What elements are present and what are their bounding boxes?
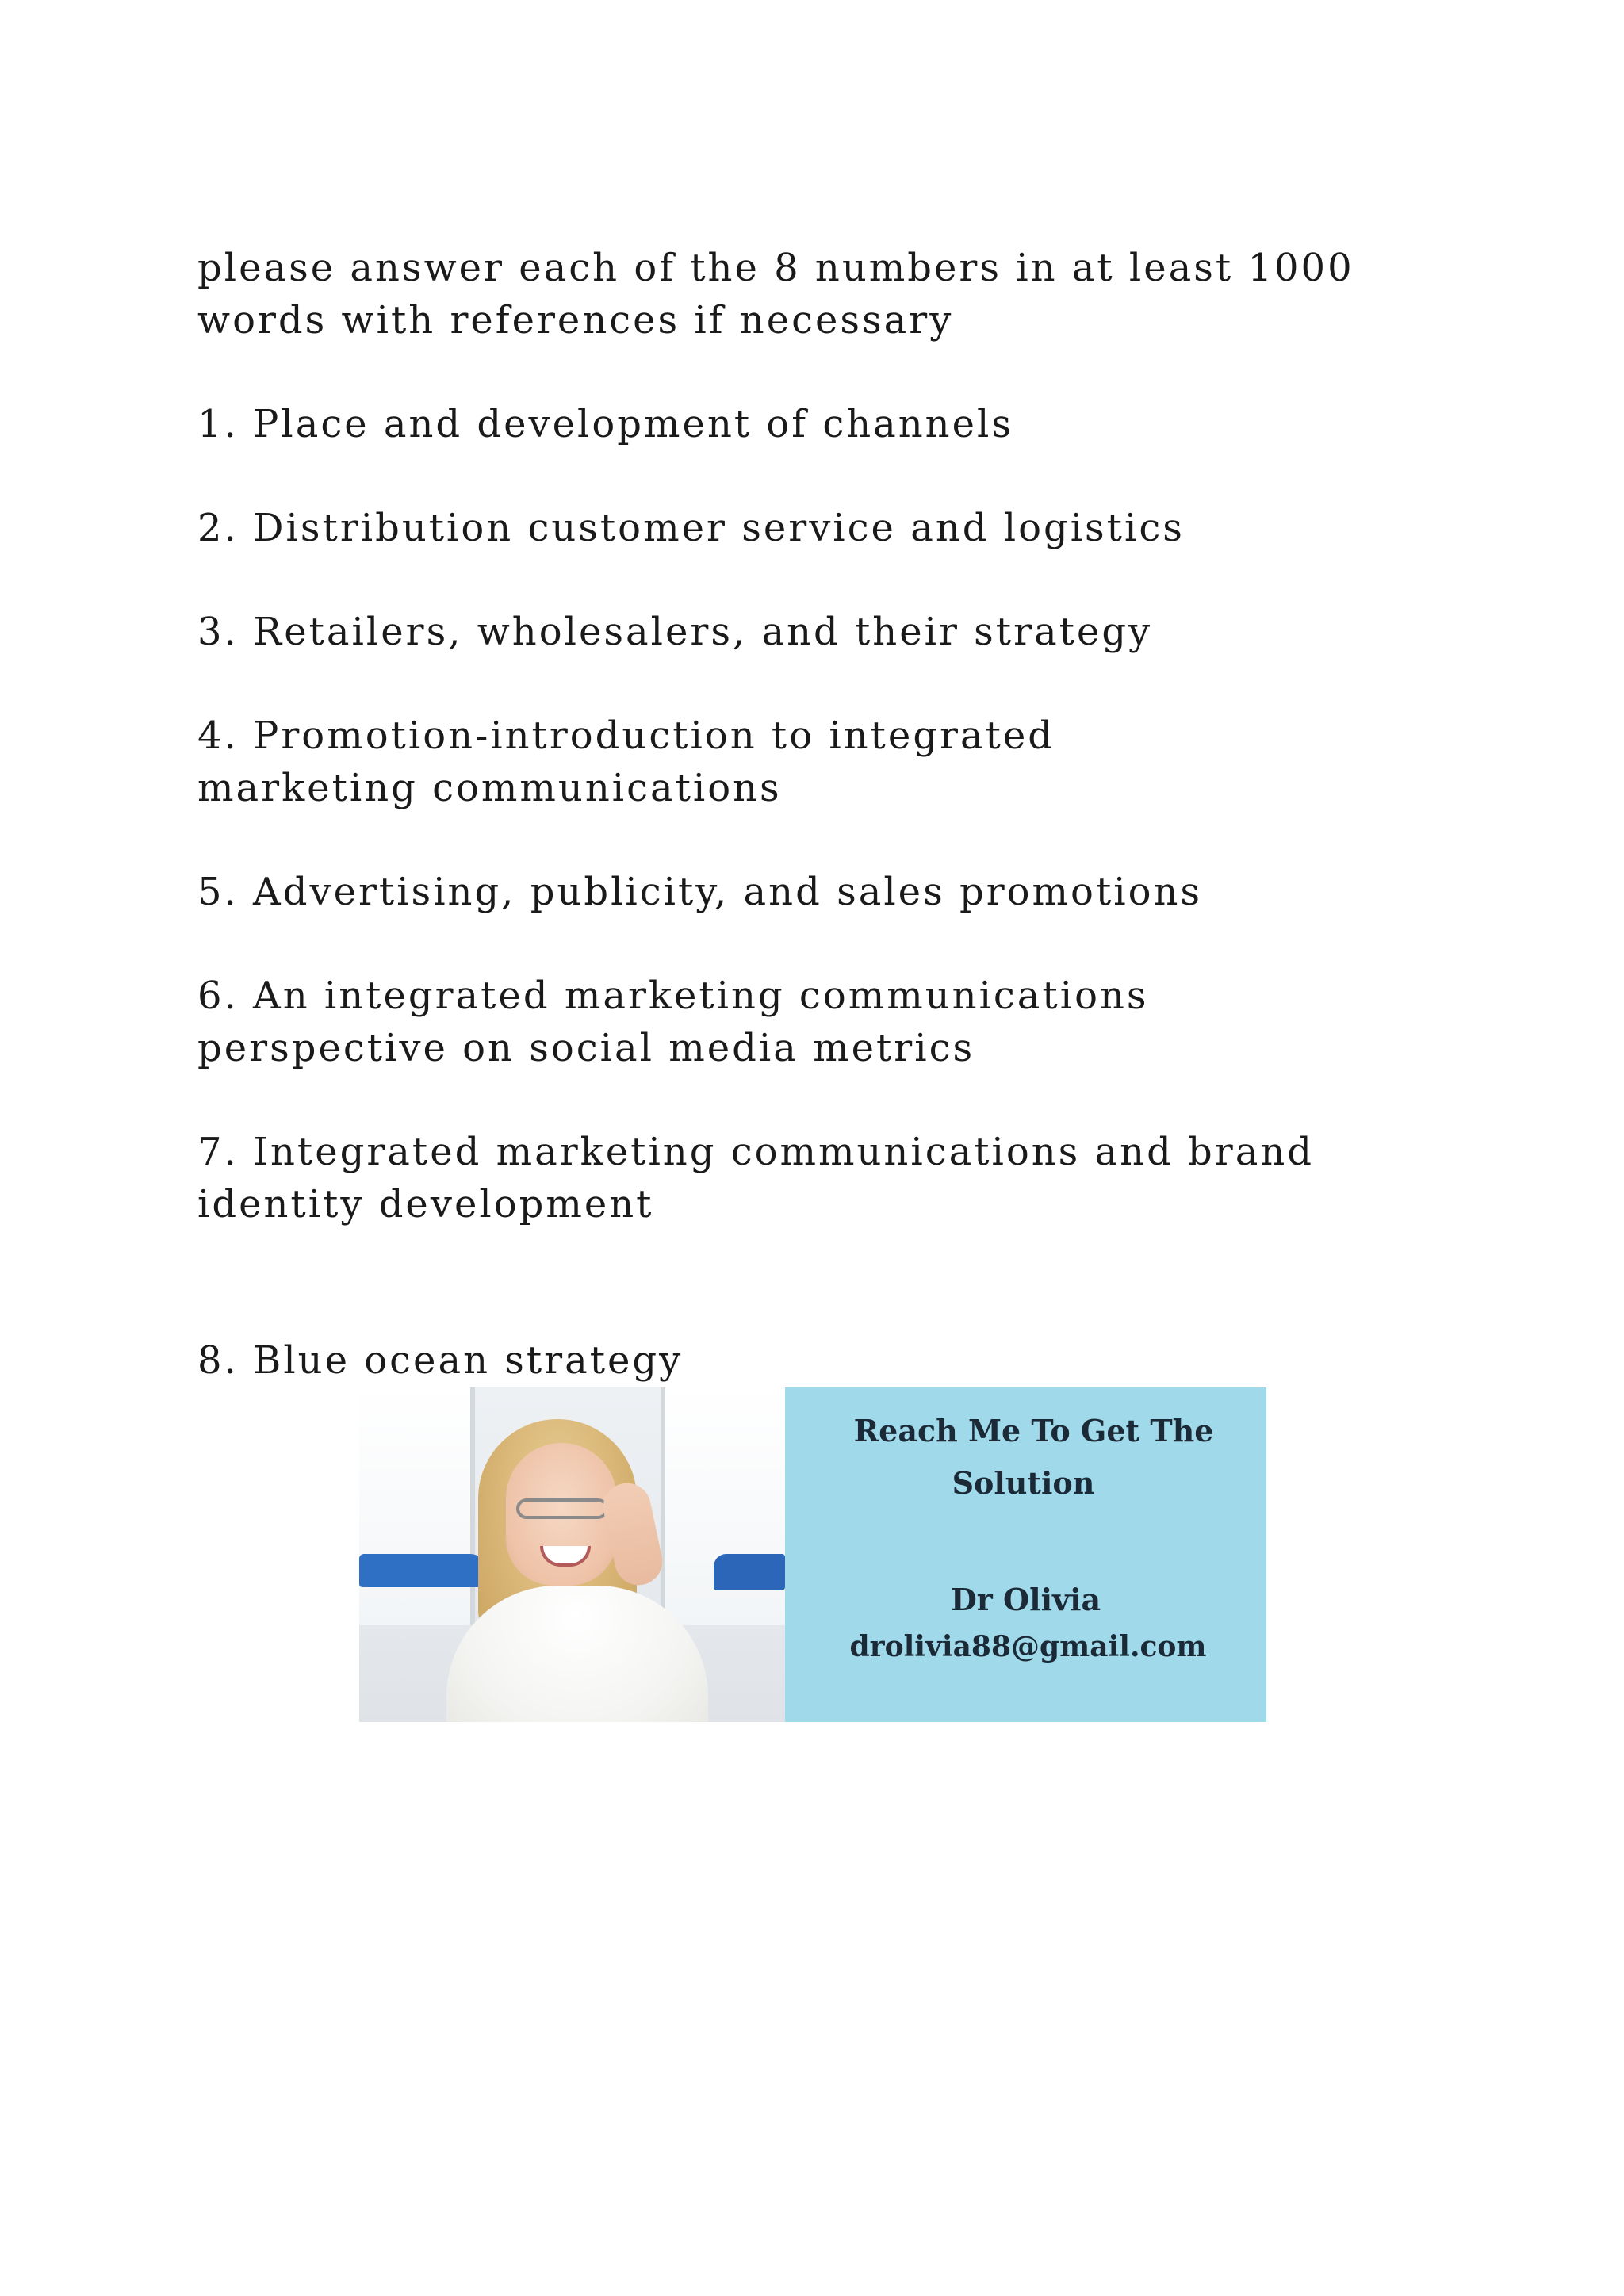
document-body — [197, 242, 1482, 1438]
list-item-7: 7. Integrated marketing communications and brand identity development — [197, 1130, 1314, 1226]
woman-photo — [359, 1387, 785, 1722]
intro-paragraph: please answer each of the 8 numbers in at least 1000 words with references if necessary — [197, 246, 1354, 342]
list-item-8: 8. Blue ocean strategy — [197, 1338, 684, 1383]
ad-contact-name: Dr Olivia — [950, 1582, 1101, 1617]
list-item-3: 3. Retailers, wholesalers, and their strategy — [197, 610, 1153, 654]
list-item-5: 5. Advertising, publicity, and sales promotions — [197, 870, 1203, 914]
ad-headline-line1: Reach Me To Get The — [853, 1413, 1214, 1448]
list-item-6: 6. An integrated marketing communications perspective on social media metrics — [197, 974, 1149, 1070]
contact-ad-banner — [359, 1387, 1266, 1722]
list-item-1: 1. Place and development of channels — [197, 402, 1013, 446]
list-item-4: 4. Promotion-introduction to integrated marketing communications — [197, 714, 1055, 810]
ad-info-panel — [785, 1387, 1266, 1722]
ad-contact-email: drolivia88@gmail.com — [849, 1630, 1207, 1663]
ad-headline-line2: Solution — [952, 1465, 1095, 1501]
list-item-2: 2. Distribution customer service and logistics — [197, 506, 1185, 550]
